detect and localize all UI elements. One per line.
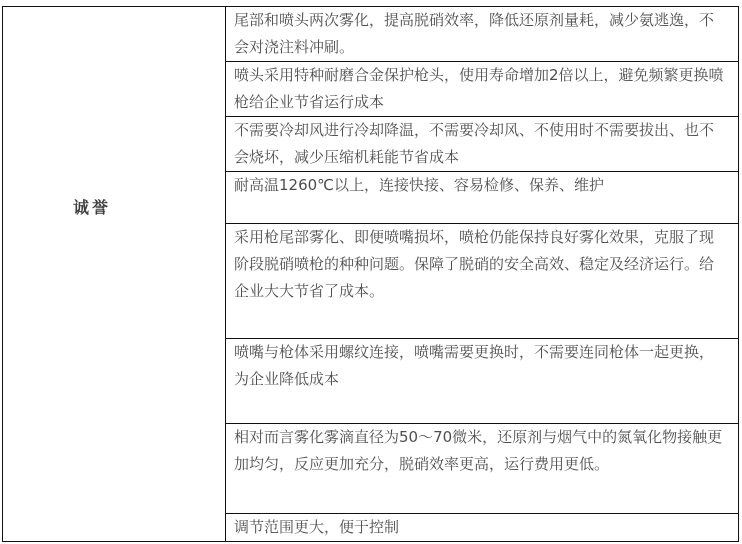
feature-row: [226, 62, 738, 117]
feature-text: 耐高温1260℃以上，连接快接、容易检修、保养、维护: [234, 175, 605, 194]
features-column: [226, 7, 738, 541]
feature-row: [226, 339, 738, 424]
feature-text: 不需要冷却风进行冷却降温，不需要冷却风、不使用时不需要拔出、也不会烧坏，减少压缩机耗能节省成本: [234, 120, 715, 166]
feature-text: 喷头采用特种耐磨合金保护枪头，使用寿命增加2倍以上，避免频繁更换喷枪给企业节省运行成本: [234, 65, 724, 111]
feature-row: [226, 172, 738, 224]
feature-text: 采用枪尾部雾化、即便喷嘴损坏，喷枪仍能保持良好雾化效果，克服了现阶段脱硝喷枪的种种问题。保障了脱硝的安全高效、稳定及经济运行。给企业大大节省了成本。: [234, 227, 715, 300]
feature-row: [226, 424, 738, 514]
feature-text: 喷嘴与枪体采用螺纹连接，喷嘴需要更换时，不需要连同枪体一起更换，为企业降低成本: [234, 343, 715, 389]
feature-text: 相对而言雾化雾滴直径为50～70微米，还原剂与烟气中的氮氧化物接触更加均匀，反应更加充分，脱硝效率更高，运行费用更低。: [234, 428, 723, 474]
brand-cell: [3, 7, 226, 541]
feature-text: 调节范围更大，便于控制: [234, 518, 400, 537]
brand-name: 诚誉: [72, 198, 111, 217]
product-feature-table: [2, 6, 739, 542]
feature-row: [226, 514, 738, 541]
feature-row: [226, 117, 738, 172]
feature-row: [226, 224, 738, 340]
feature-text: 尾部和喷头两次雾化，提高脱硝效率，降低还原剂量耗，减少氨逃逸，不会对浇注料冲刷。: [234, 11, 715, 56]
feature-row: [226, 7, 738, 62]
